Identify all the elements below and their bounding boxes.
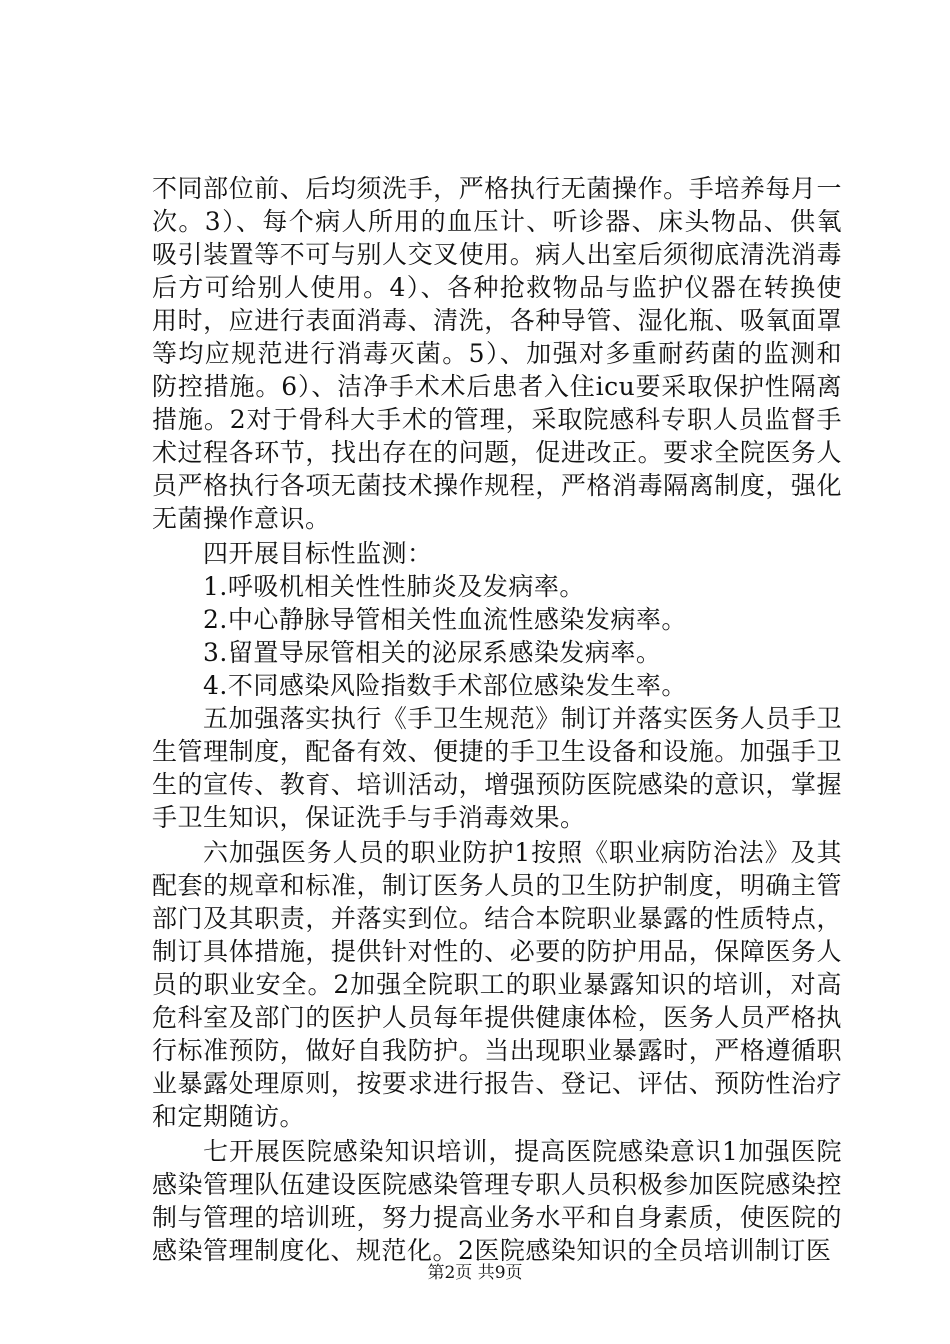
paragraph-continuation: 不同部位前、后均须洗手，严格执行无菌操作。手培养每月一次。3）、每个病人所用的血压计、听诊器、床头物品、供氧吸引装置等不可与别人交叉使用。病人出室后须彻底清洗消毒后方可给别人使用。4）、各种抢救物品与监护仪器在转换使用时，应进行表面消毒、清洗，各种导管、湿化瓶、吸氧面罩等均应规范进行消毒灭菌。5）、加强对多重耐药菌的监测和防控措施。6）、洁净手术术后患者入住icu要采取保护性隔离措施。2对于骨科大手术的管理，采取院感科专职人员监督手术过程各环节，找出存在的问题，促进改正。要求全院医务人员严格执行各项无菌技术操作规程，严格消毒隔离制度，强化无菌操作意识。	[152, 174, 842, 533]
monitoring-item-4: 4.不同感染风险指数手术部位感染发生率。	[203, 671, 687, 700]
monitoring-item-1: 1.呼吸机相关性性肺炎及发病率。	[203, 572, 585, 601]
page-footer: 第2页 共9页	[427, 1263, 523, 1283]
section-heading-targeted-monitoring: 四开展目标性监测：	[203, 539, 433, 568]
document-body	[152, 172, 842, 1267]
paragraph-hand-hygiene: 五加强落实执行《手卫生规范》制订并落实医务人员手卫生管理制度，配备有效、便捷的手卫生设备和设施。加强手卫生的宣传、教育、培训活动，增强预防医院感染的意识，掌握手卫生知识，保证洗手与手消毒效果。	[152, 704, 842, 832]
paragraph-infection-training: 七开展医院感染知识培训，提高医院感染意识1加强医院感染管理队伍建设医院感染管理专职人员积极参加医院感染控制与管理的培训班，努力提高业务水平和自身素质，使医院的感染管理制度化、规范化。2医院感染知识的全员培训制订医	[152, 1137, 842, 1265]
monitoring-item-3: 3.留置导尿管相关的泌尿系感染发病率。	[203, 638, 662, 667]
paragraph-occupational-protection: 六加强医务人员的职业防护1按照《职业病防治法》及其配套的规章和标准，制订医务人员的卫生防护制度，明确主管部门及其职责，并落实到位。结合本院职业暴露的性质特点，制订具体措施，提供针对性的、必要的防护用品，保障医务人员的职业安全。2加强全院职工的职业暴露知识的培训，对高危科室及部门的医护人员每年提供健康体检，医务人员严格执行标准预防，做好自我防护。当出现职业暴露时，严格遵循职业暴露处理原则，按要求进行报告、登记、评估、预防性治疗和定期随访。	[152, 838, 842, 1131]
monitoring-item-2: 2.中心静脉导管相关性血流性感染发病率。	[203, 605, 687, 634]
